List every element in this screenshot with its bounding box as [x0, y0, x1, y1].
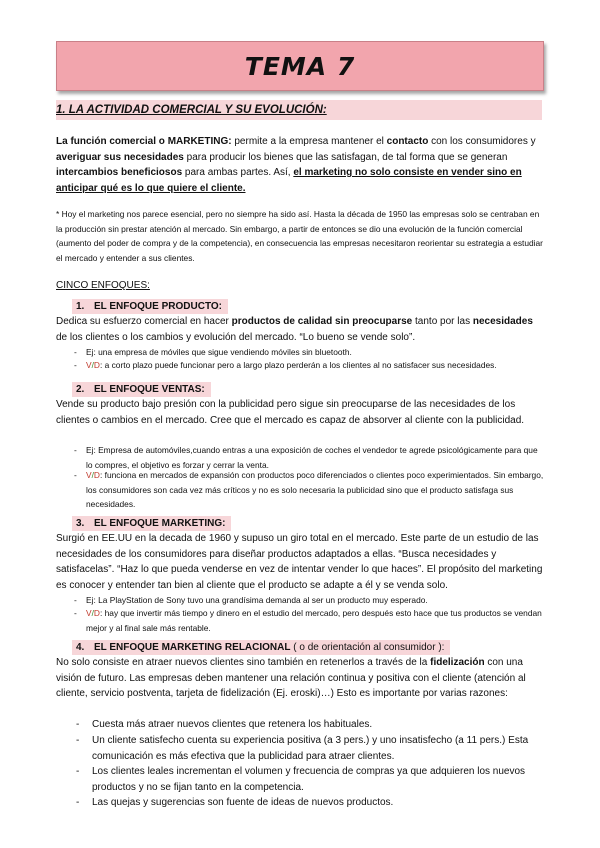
list-item: - V/D: a corto plazo puede funcionar pero a largo plazo perderán a los clientes al no satisfacer sus necesidades. [74, 360, 497, 370]
list-item: - Ej: La PlayStation de Sony tuvo una grandísima demanda al ser un producto muy esperado. [74, 595, 428, 605]
title-banner [56, 41, 544, 91]
list-item: - Un cliente satisfecho cuenta su experiencia positiva (a 3 pers.) y uno insatisfecho (a 11 pers.) Esta comunicación es más efectiva que la publicidad para atraer clientes. [76, 735, 529, 762]
list-item: - Cuesta más atraer nuevos clientes que retenera los habituales. [76, 719, 373, 730]
section-heading: 1. LA ACTIVIDAD COMERCIAL Y SU EVOLUCIÓN: [56, 100, 542, 120]
enfoque-ventas-text: Vende su producto bajo presión con la publicidad pero sigue sin preocuparse de las necesidades de los clientes o cambios en el mercado. Cree que el mercado es capaz de absorver al cliente con la publicidad. [56, 399, 525, 426]
intro-paragraph: La función comercial o MARKETING: permite a la empresa mantener el contacto con los consumidores y averiguar sus necesidades para producir los bienes que las satisfagan, de tal forma que se generan intercambios beneficiosos para ambas partes. Así, el marketing no solo consiste en vender sino en anticipar qué es lo que quiere el cliente. [56, 136, 536, 194]
page-title: TEMA 7 [244, 51, 356, 81]
enfoque-relacional-heading: 4. EL ENFOQUE MARKETING RELACIONAL ( o de orientación al consumidor ): [72, 640, 450, 655]
enfoque-relacional-text: No solo consiste en atraer nuevos clientes sino también en retenerlos a través de la fidelización con una visión de futuro. Las empresas deben mantener una relación continua y positiva con el cliente (atención al cliente, servicio postventa, tarjeta de fidelización (Ej. eroski)…) Esto es importante por varias razones: [56, 657, 526, 699]
list-item: - V/D: funciona en mercados de expansión con productos poco diferenciados o clientes poco experimientados. Sin embargo, los consumidores son cada vez más críticos y no es solo necesaria la publicidad sino que el producto satisfaga sus necesidades. [74, 470, 544, 509]
list-item: - Las quejas y sugerencias son fuente de ideas de nuevos productos. [76, 797, 394, 808]
enfoque-producto-text: Dedica su esfuerzo comercial en hacer productos de calidad sin preocuparse tanto por las necesidades de los clientes o los cambios y evolución del mercado. “Lo bueno se vende solo”. [56, 316, 533, 343]
enfoque-ventas-heading: 2. EL ENFOQUE VENTAS: [72, 382, 211, 397]
list-item: - Los clientes leales incrementan el volumen y frecuencia de compras ya que adquieren los nuevos productos y no se fijan tanto en la competencia. [76, 766, 526, 793]
cinco-enfoques-heading: CINCO ENFOQUES: [56, 280, 150, 291]
list-item: - V/D: hay que invertir más tiempo y dinero en el estudio del mercado, pero después esto hace que tus productos se vendan mejor y al final sale más rentable. [74, 608, 542, 633]
enfoque-producto-heading: 1. EL ENFOQUE PRODUCTO: [72, 299, 228, 314]
list-item: - Ej: Empresa de automóviles,cuando entras a una exposición de coches el vendedor te agrede psicológicamente para que lo compres, el objetivo es forzar y cerrar la venta. [74, 445, 538, 470]
list-item: - Ej: una empresa de móviles que sigue vendiendo móviles sin bluetooth. [74, 347, 352, 357]
enfoque-marketing-text: Surgió en EE.UU en la decada de 1960 y supuso un giro total en el mercado. Este parte de un estudio de las necesidades de los consumidores para diseñar productos adaptados a ellas. “Busca necesidades y satisfacelas”. “Haz lo que pueda venderse en vez de intentar vender lo que haces”. El propósito del marketing es conocer y entender tan bien al cliente que el producto se adapte a él y se venda solo. [56, 533, 543, 591]
enfoque-marketing-heading: 3. EL ENFOQUE MARKETING: [72, 516, 231, 531]
history-note: * Hoy el marketing nos parece esencial, pero no siempre ha sido así. Hasta la década de 1950 las empresas solo se centraban en la producción sin prestar atención al mercado. Sin embargo, a partir de entonces se dio una evolución de la función comercial (aumento del poder de compra y de la competencia), en consecuencia las empresas necesitaron reorientar su estrategia a estudiar el mercado y entender a sus clientes. [56, 209, 543, 263]
